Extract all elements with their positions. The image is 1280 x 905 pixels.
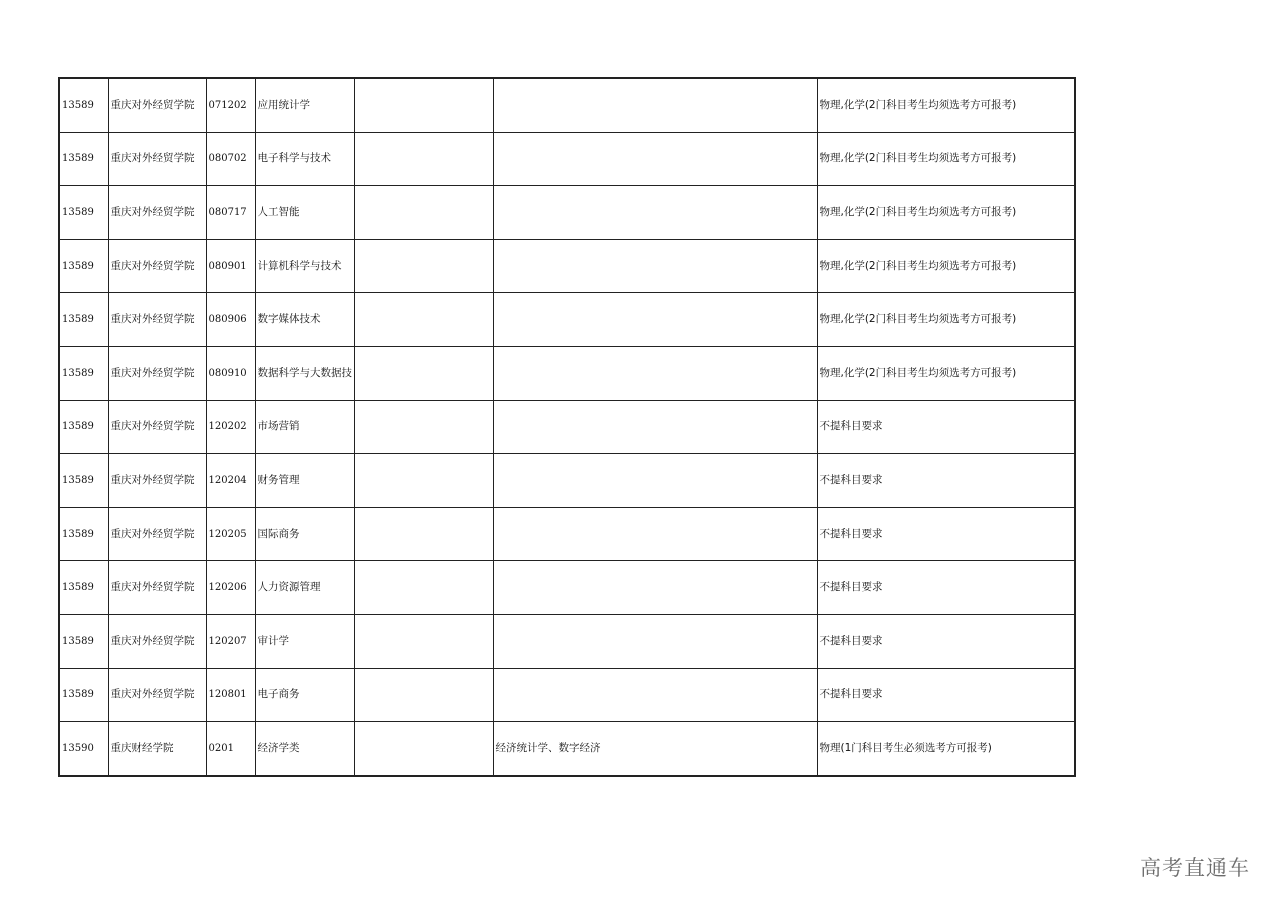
institution-code-cell: 13589 xyxy=(59,454,108,508)
included-majors-cell xyxy=(493,293,817,347)
major-code-cell: 120205 xyxy=(206,507,255,561)
institution-code-cell: 13589 xyxy=(59,293,108,347)
included-majors-cell xyxy=(493,668,817,722)
institution-name-cell: 重庆对外经贸学院 xyxy=(108,561,206,615)
included-majors-cell xyxy=(493,132,817,186)
major-code-cell: 120207 xyxy=(206,614,255,668)
blank-cell xyxy=(354,186,493,240)
institution-name-cell: 重庆对外经贸学院 xyxy=(108,239,206,293)
subject-requirement-cell: 不提科目要求 xyxy=(817,561,1075,615)
watermark-text: 高考直通车 xyxy=(1140,856,1250,880)
blank-cell xyxy=(354,239,493,293)
included-majors-cell xyxy=(493,507,817,561)
major-code-cell: 0201 xyxy=(206,722,255,776)
institution-code-cell: 13589 xyxy=(59,132,108,186)
table-row xyxy=(59,293,1075,347)
institution-name-cell: 重庆对外经贸学院 xyxy=(108,614,206,668)
table-row xyxy=(59,186,1075,240)
subject-requirement-cell: 物理,化学(2门科目考生均须选考方可报考) xyxy=(817,346,1075,400)
subject-requirement-cell: 物理,化学(2门科目考生均须选考方可报考) xyxy=(817,239,1075,293)
major-code-cell: 080717 xyxy=(206,186,255,240)
subject-requirement-cell: 物理,化学(2门科目考生均须选考方可报考) xyxy=(817,293,1075,347)
blank-cell xyxy=(354,614,493,668)
table-row xyxy=(59,400,1075,454)
institution-name-cell: 重庆对外经贸学院 xyxy=(108,668,206,722)
subject-requirement-cell: 不提科目要求 xyxy=(817,507,1075,561)
subject-requirements-table xyxy=(58,77,1076,777)
table-row xyxy=(59,614,1075,668)
subject-requirement-cell: 不提科目要求 xyxy=(817,400,1075,454)
institution-code-cell: 13589 xyxy=(59,78,108,132)
institution-code-cell: 13589 xyxy=(59,507,108,561)
institution-code-cell: 13589 xyxy=(59,614,108,668)
blank-cell xyxy=(354,346,493,400)
institution-code-cell: 13589 xyxy=(59,346,108,400)
major-code-cell: 080906 xyxy=(206,293,255,347)
subject-requirement-cell: 物理,化学(2门科目考生均须选考方可报考) xyxy=(817,78,1075,132)
institution-name-cell: 重庆对外经贸学院 xyxy=(108,346,206,400)
major-code-cell: 120206 xyxy=(206,561,255,615)
included-majors-cell xyxy=(493,400,817,454)
institution-code-cell: 13590 xyxy=(59,722,108,776)
major-code-cell: 071202 xyxy=(206,78,255,132)
subject-requirement-cell: 不提科目要求 xyxy=(817,454,1075,508)
major-name-cell: 计算机科学与技术 xyxy=(255,239,354,293)
blank-cell xyxy=(354,561,493,615)
major-code-cell: 080702 xyxy=(206,132,255,186)
blank-cell xyxy=(354,454,493,508)
institution-name-cell: 重庆对外经贸学院 xyxy=(108,132,206,186)
table-row xyxy=(59,668,1075,722)
major-name-cell: 数字媒体技术 xyxy=(255,293,354,347)
institution-name-cell: 重庆财经学院 xyxy=(108,722,206,776)
blank-cell xyxy=(354,132,493,186)
major-name-cell: 市场营销 xyxy=(255,400,354,454)
institution-code-cell: 13589 xyxy=(59,186,108,240)
institution-code-cell: 13589 xyxy=(59,239,108,293)
included-majors-cell xyxy=(493,454,817,508)
major-name-cell: 经济学类 xyxy=(255,722,354,776)
major-name-cell: 人工智能 xyxy=(255,186,354,240)
table-row xyxy=(59,78,1075,132)
major-name-cell: 数据科学与大数据技 xyxy=(255,346,354,400)
blank-cell xyxy=(354,78,493,132)
major-code-cell: 120202 xyxy=(206,400,255,454)
subject-requirement-cell: 不提科目要求 xyxy=(817,614,1075,668)
table-row xyxy=(59,722,1075,776)
table-row xyxy=(59,346,1075,400)
major-code-cell: 080901 xyxy=(206,239,255,293)
blank-cell xyxy=(354,400,493,454)
subject-requirement-cell: 物理,化学(2门科目考生均须选考方可报考) xyxy=(817,132,1075,186)
institution-name-cell: 重庆对外经贸学院 xyxy=(108,78,206,132)
included-majors-cell xyxy=(493,561,817,615)
blank-cell xyxy=(354,722,493,776)
table-row xyxy=(59,454,1075,508)
institution-name-cell: 重庆对外经贸学院 xyxy=(108,400,206,454)
institution-name-cell: 重庆对外经贸学院 xyxy=(108,186,206,240)
table-body xyxy=(59,78,1075,776)
institution-code-cell: 13589 xyxy=(59,400,108,454)
major-name-cell: 电子商务 xyxy=(255,668,354,722)
major-name-cell: 电子科学与技术 xyxy=(255,132,354,186)
major-name-cell: 应用统计学 xyxy=(255,78,354,132)
major-name-cell: 审计学 xyxy=(255,614,354,668)
included-majors-cell: 经济统计学、数字经济 xyxy=(493,722,817,776)
table-row xyxy=(59,239,1075,293)
included-majors-cell xyxy=(493,239,817,293)
included-majors-cell xyxy=(493,78,817,132)
included-majors-cell xyxy=(493,346,817,400)
major-code-cell: 120204 xyxy=(206,454,255,508)
institution-name-cell: 重庆对外经贸学院 xyxy=(108,454,206,508)
institution-code-cell: 13589 xyxy=(59,561,108,615)
major-name-cell: 国际商务 xyxy=(255,507,354,561)
blank-cell xyxy=(354,507,493,561)
subject-requirement-cell: 不提科目要求 xyxy=(817,668,1075,722)
table-row xyxy=(59,561,1075,615)
table-row xyxy=(59,507,1075,561)
institution-code-cell: 13589 xyxy=(59,668,108,722)
institution-name-cell: 重庆对外经贸学院 xyxy=(108,293,206,347)
blank-cell xyxy=(354,668,493,722)
included-majors-cell xyxy=(493,186,817,240)
blank-cell xyxy=(354,293,493,347)
major-name-cell: 财务管理 xyxy=(255,454,354,508)
table-row xyxy=(59,132,1075,186)
major-code-cell: 080910 xyxy=(206,346,255,400)
major-code-cell: 120801 xyxy=(206,668,255,722)
institution-name-cell: 重庆对外经贸学院 xyxy=(108,507,206,561)
subject-requirement-cell: 物理(1门科目考生必须选考方可报考) xyxy=(817,722,1075,776)
major-name-cell: 人力资源管理 xyxy=(255,561,354,615)
included-majors-cell xyxy=(493,614,817,668)
subject-requirement-cell: 物理,化学(2门科目考生均须选考方可报考) xyxy=(817,186,1075,240)
